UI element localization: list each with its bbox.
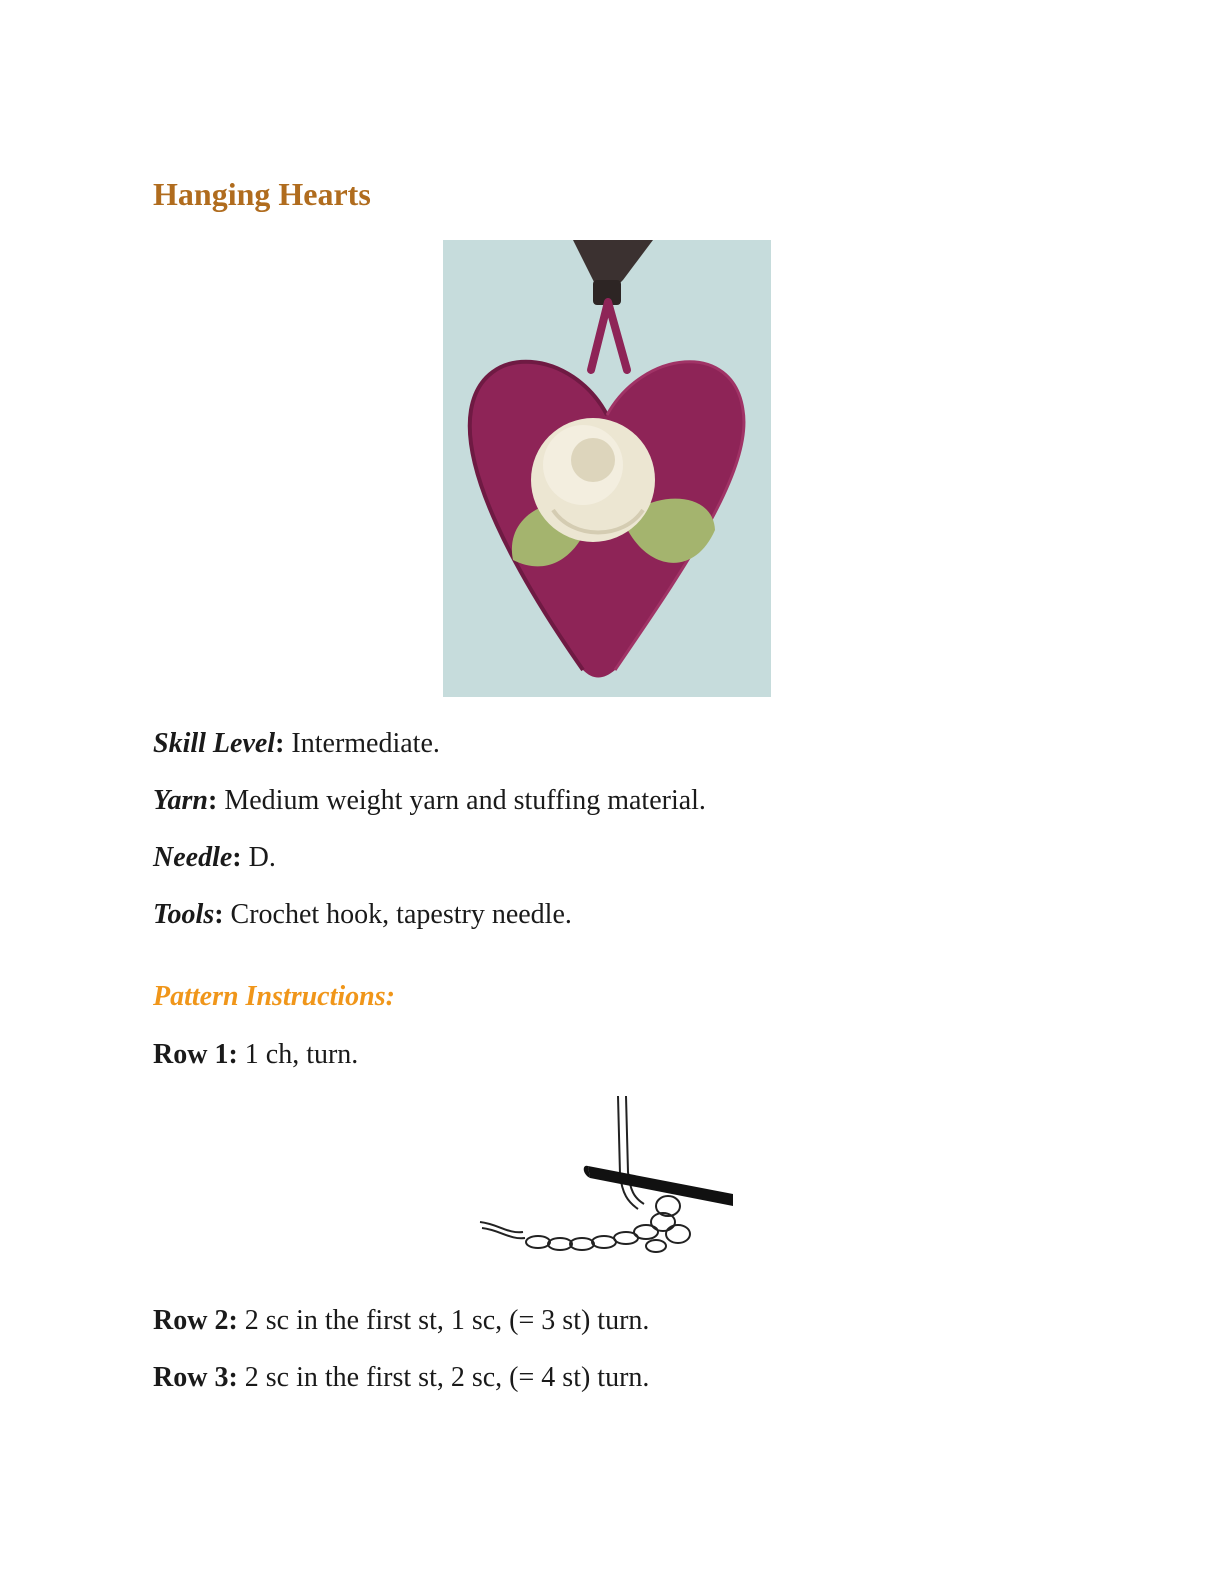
spec-skill-level: Skill Level: Intermediate. [153,728,440,759]
row-3: Row 3: 2 sc in the first st, 2 sc, (= 4 st) turn. [153,1362,650,1393]
spec-yarn: Yarn: Medium weight yarn and stuffing material. [153,785,706,816]
row-1: Row 1: 1 ch, turn. [153,1039,359,1070]
pattern-heading: Pattern Instructions: [153,981,395,1012]
spec-tools: Tools: Crochet hook, tapestry needle. [153,899,572,930]
heart-ornament-photo [443,240,771,697]
spec-needle: Needle: D. [153,842,276,873]
row-2: Row 2: 2 sc in the first st, 1 sc, (= 3 st) turn. [153,1305,650,1336]
chain-stitch-diagram [478,1094,738,1264]
page-title: Hanging Hearts [153,176,371,212]
